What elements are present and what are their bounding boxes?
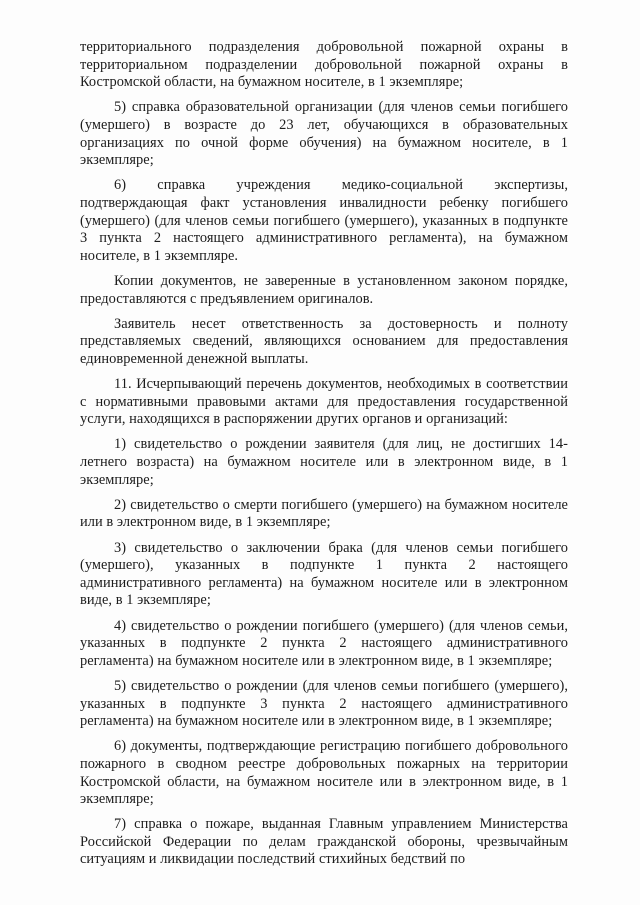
paragraph-item-3-marriage-certificate: 3) свидетельство о заключении брака (для членов семьи погибшего (умершего), указанных в подпункте 1 пункта 2 настоящего административного регламента) на бумажном носителе или в электронном виде, в 1 экземпляре; bbox=[80, 539, 568, 609]
paragraph-item-2-death-certificate: 2) свидетельство о смерти погибшего (умершего) на бумажном носителе или в электронном виде, в 1 экземпляре; bbox=[80, 496, 568, 531]
paragraph-item-6-disability-certificate: 6) справка учреждения медико-социальной экспертизы, подтверждающая факт установления инвалидности ребенку погибшего (умершего) (для членов семьи погибшего (умершего), указанных в подпункте 3 пункта 2 настоящего административного регламента), на бумажном носителе, в 1 экземпляре. bbox=[80, 177, 568, 264]
paragraph-section-11-heading: 11. Исчерпывающий перечень документов, необходимых в соответствии с нормативными правовыми актами для предоставления государственной услуги, находящихся в распоряжении других органов и организаций: bbox=[80, 376, 568, 428]
paragraph-continuation: территориального подразделения добровольной пожарной охраны в территориальном подразделении добровольной пожарной охраны в Костромской области, на бумажном носителе, в 1 экземпляре; bbox=[80, 39, 568, 91]
paragraph-copies-note: Копии документов, не заверенные в установленном законом порядке, предоставляются с предъявлением оригиналов. bbox=[80, 272, 568, 307]
paragraph-item-5-education-certificate: 5) справка образовательной организации (для членов семьи погибшего (умершего) в возрасте до 23 лет, обучающихся в образовательных организациях по очной форме обучения) на бумажном носителе, в 1 экземпляре; bbox=[80, 99, 568, 169]
paragraph-item-6-registry-documents: 6) документы, подтверждающие регистрацию погибшего добровольного пожарного в сводном реестре добровольных пожарных на территории Костромской области, на бумажном носителе или в электронном виде, в 1 экземпляре; bbox=[80, 738, 568, 808]
paragraph-item-1-applicant-birth-certificate: 1) свидетельство о рождении заявителя (для лиц, не достигших 14-летнего возраста) на бумажном носителе или в электронном виде, в 1 экземпляре; bbox=[80, 436, 568, 488]
paragraph-applicant-responsibility: Заявитель несет ответственность за достоверность и полноту представляемых сведений, являющихся основанием для предоставления единовременной денежной выплаты. bbox=[80, 315, 568, 367]
paragraph-item-4-deceased-birth-certificate: 4) свидетельство о рождении погибшего (умершего) (для членов семьи, указанных в подпункте 2 пункта 2 настоящего административного регламента) на бумажном носителе или в электронном виде, в 1 экземпляре; bbox=[80, 617, 568, 669]
paragraph-item-5-birth-certificate: 5) свидетельство о рождении (для членов семьи погибшего (умершего), указанных в подпункте 3 пункта 2 настоящего административного регламента) на бумажном носителе или в электронном виде, в 1 экземпляре; bbox=[80, 677, 568, 730]
document-body bbox=[80, 39, 568, 877]
paragraph-item-7-fire-report: 7) справка о пожаре, выданная Главным управлением Министерства Российской Федерации по делам гражданской обороны, чрезвычайным ситуациям и ликвидации последствий стихийных бедствий по bbox=[80, 816, 568, 868]
